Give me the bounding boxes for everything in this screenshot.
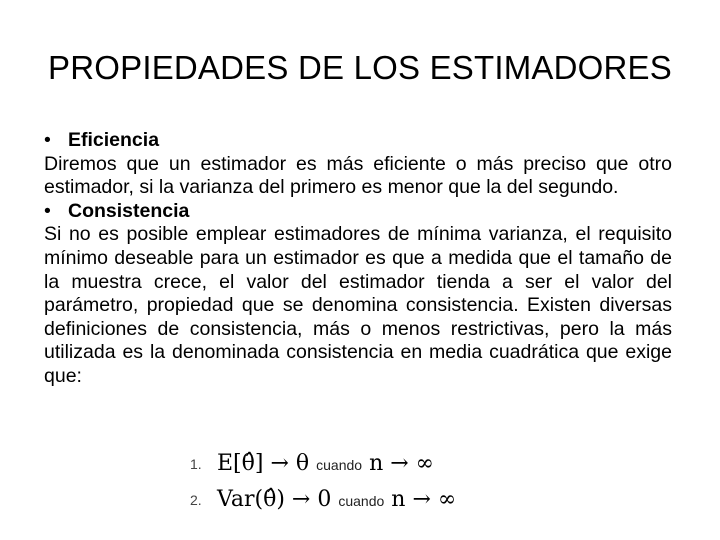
bullet-heading-eficiencia: [44, 129, 672, 153]
heading-consistencia: Consistencia: [68, 199, 190, 222]
formula-1: [190, 450, 434, 479]
formula-rhs: n → ∞: [391, 487, 457, 512]
formula-rhs: n → ∞: [369, 451, 434, 476]
formula-condition: cuando: [338, 493, 385, 509]
bullet-icon: •: [44, 199, 51, 222]
formula-number: 1.: [190, 456, 202, 472]
formula-lhs: Var(θ̂) → 0: [217, 487, 332, 512]
formula-condition: cuando: [316, 457, 363, 473]
slide-body: [44, 129, 672, 389]
paragraph-eficiencia: Diremos que un estimador es más eficiente o más preciso que otro estimador, si la varianza del primero es menor que la del segundo.: [44, 152, 672, 199]
bullet-icon: •: [44, 129, 51, 151]
formula-2: [190, 486, 456, 515]
bullet-heading-consistencia: [44, 200, 672, 224]
formula-lhs: E[θ̂] → θ: [217, 451, 310, 476]
heading-eficiencia: Eficiencia: [68, 129, 160, 151]
formula-number: 2.: [190, 492, 202, 508]
slide-title: PROPIEDADES DE LOS ESTIMADORES: [48, 49, 672, 86]
paragraph-consistencia: Si no es posible emplear estimadores de mínima varianza, el requisito mínimo deseable para un estimador es que a medida que el tamaño de la muestra crece, el valor del estimador tienda a ser el valor del parámetro, propiedad que se denomina consistencia. Existen diversas definiciones de consistencia, más o menos restrictivas, pero la más utilizada es la denominada consistencia en media cuadrática que exige que:: [44, 223, 672, 387]
